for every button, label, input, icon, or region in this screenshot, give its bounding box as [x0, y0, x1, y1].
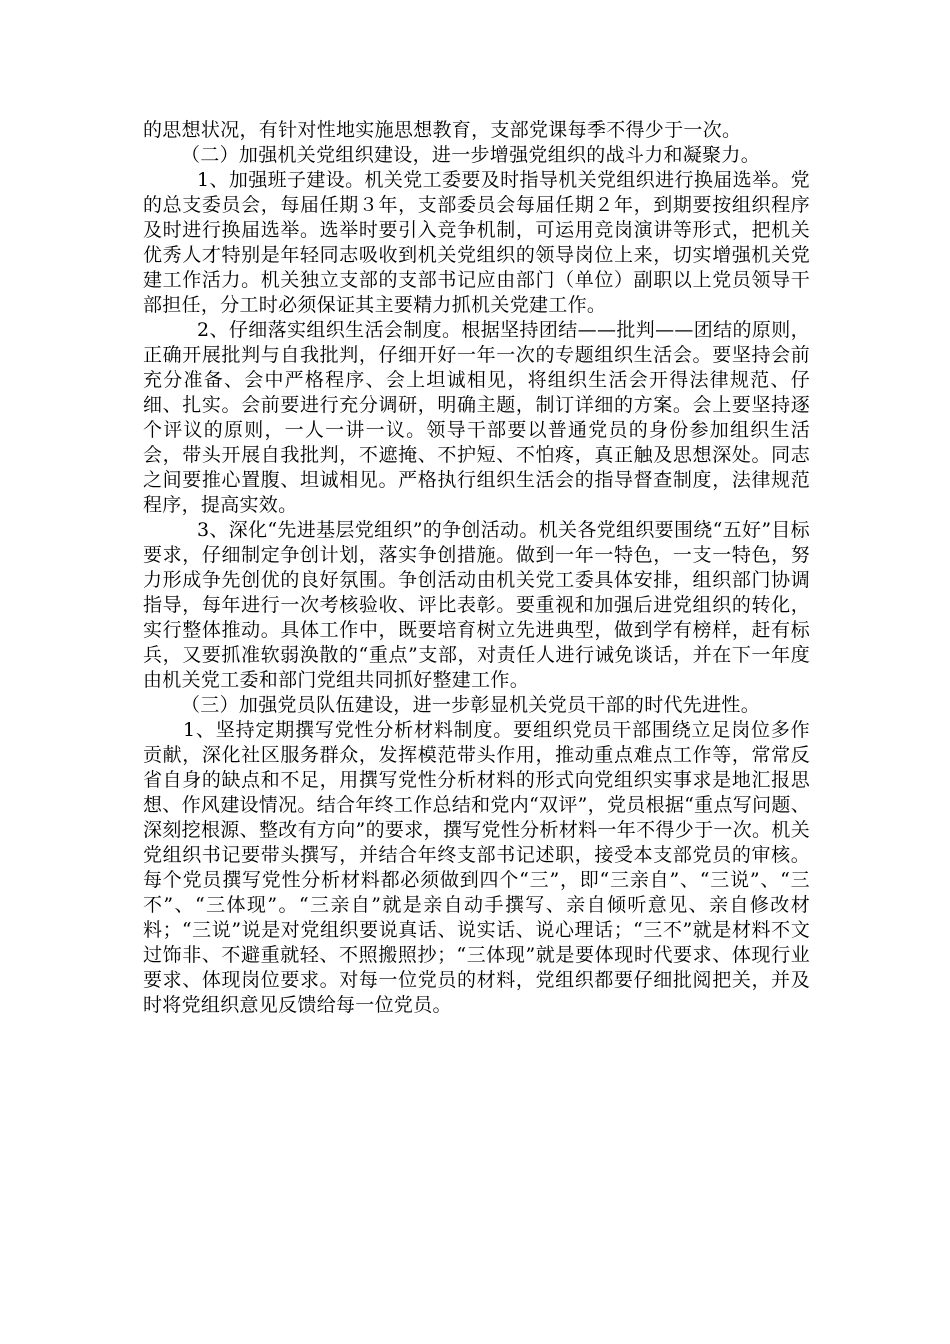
- paragraph-advanced-organization: 3、深化“先进基层党组织”的争创活动。机关各党组织要围绕“五好”目标要求，仔细制定争创计划，落实争创措施。做到一年一特色，一支一特色，努力形成争先创优的良好氛围。争创活动由机关党工委具体安排，组织部门协调指导，每年进行一次考核验收、评比表彰。要重视和加强后进党组织的转化，实行整体推动。具体工作中，既要培育树立先进典型，做到学有榜样，赶有标兵，又要抓准软弱涣散的“重点”支部，对责任人进行诫免谈话，并在下一年度由机关党工委和部门党组共同抓好整建工作。: [143, 519, 810, 691]
- document-body: [143, 118, 810, 1018]
- paragraph-organization-life: 2、仔细落实组织生活会制度。根据坚持团结——批判——团结的原则，正确开展批判与自我批判，仔细开好一年一次的专题组织生活会。要坚持会前充分准备、会中严格程序、会上坦诚相见，将组织生活会开得法律规范、仔细、扎实。会前要进行充分调研，明确主题，制订详细的方案。会上要坚持逐个评议的原则，一人一讲一议。领导干部要以普通党员的身份参加组织生活会，带头开展自我批判，不遮掩、不护短、不怕疼，真正触及思想深处。同志之间要推心置腹、坦诚相见。严格执行组织生活会的指导督查制度，法律规范程序，提高实效。: [143, 319, 810, 516]
- section-heading-2: （二）加强机关党组织建设，进一步增强党组织的战斗力和凝聚力。: [181, 144, 761, 166]
- paragraph-continuation: 的思想状况，有针对性地实施思想教育，支部党课每季不得少于一次。: [143, 119, 742, 141]
- paragraph-party-analysis: 1、坚持定期撰写党性分析材料制度。要组织党员干部围绕立足岗位多作贡献，深化社区服务群众，发挥模范带头作用，推动重点难点工作等，常常反省自身的缺点和不足，用撰写党性分析材料的形式向党组织实事求是地汇报思想、作风建设情况。结合年终工作总结和党内“双评”，党员根据“重点写问题、深刻挖根源、整改有方向”的要求，撰写党性分析材料一年不得少于一次。机关党组织书记要带头撰写，并结合年终支部书记述职，接受本支部党员的审核。每个党员撰写党性分析材料都必须做到四个“三”，即“三亲自”、“三说”、“三不”、“三体现”。“三亲自”就是亲自动手撰写、亲自倾听意见、亲自修改材料；“三说”说是对党组织要说真话、说实话、说心理话；“三不”就是材料不文过饰非、不避重就轻、不照搬照抄；“三体现”就是要体现时代要求、体现行业要求、体现岗位要求。对每一位党员的材料，党组织都要仔细批阅把关，并及时将党组织意见反馈给每一位党员。: [143, 719, 810, 1016]
- section-heading-3: （三）加强党员队伍建设，进一步彰显机关党员干部的时代先进性。: [181, 694, 761, 716]
- paragraph-team-building: 1、加强班子建设。机关党工委要及时指导机关党组织进行换届选举。党的总支委员会，每届任期３年，支部委员会每届任期２年，到期要按组织程序及时进行换届选举。选举时要引入竞争机制，可运用竞岗演讲等形式，把机关优秀人才特别是年轻同志吸收到机关党组织的领导岗位上来，切实增强机关党建工作活力。机关独立支部的支部书记应由部门（单位）副职以上党员领导干部担任，分工时必须保证其主要精力抓机关党建工作。: [143, 169, 810, 316]
